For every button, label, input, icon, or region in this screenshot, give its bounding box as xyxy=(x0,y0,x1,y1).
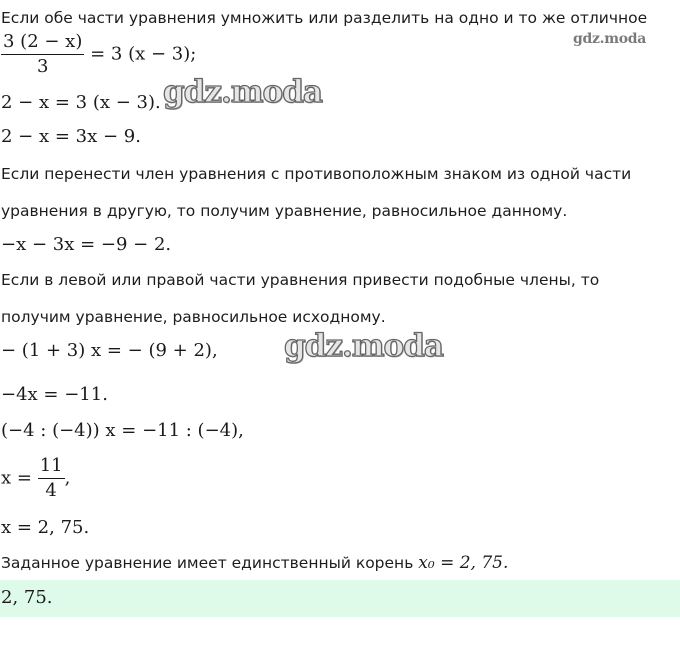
text-line-2: Если перенести член уравнения с противоположным знаком из одной части xyxy=(1,165,632,183)
text-line-3: уравнения в другую, то получим уравнение, равносильное данному. xyxy=(1,202,568,220)
watermark-small: gdz.moda xyxy=(573,31,647,47)
text-line-4: Если в левой или правой части уравнения привести подобные члены, то xyxy=(1,271,600,289)
answer-value: 2, 75. xyxy=(1,587,53,608)
equation-1-denominator: 3 xyxy=(36,56,49,77)
equation-5: − (1 + 3) x = − (9 + 2), xyxy=(1,340,218,361)
equation-7: (−4 : (−4)) x = −11 : (−4), xyxy=(1,420,244,441)
equation-8-numerator: 11 xyxy=(39,455,63,476)
fraction-bar xyxy=(1,54,84,55)
equation-8-lhs: x = xyxy=(1,467,32,489)
equation-3: 2 − x = 3x − 9. xyxy=(1,126,141,147)
equation-9: x = 2, 75. xyxy=(1,517,90,538)
equation-8-fraction xyxy=(38,455,65,502)
equation-8 xyxy=(1,455,70,502)
fraction-bar xyxy=(38,478,65,479)
watermark-large-1: gdz.moda xyxy=(163,74,322,110)
answer-box xyxy=(0,580,680,617)
equation-1-fraction xyxy=(1,31,84,78)
watermark-large-2: gdz.moda xyxy=(284,328,443,364)
text-line-6 xyxy=(1,553,508,573)
root-value: x₀ = 2, 75. xyxy=(418,553,509,573)
root-statement: Заданное уравнение имеет единственный корень xyxy=(1,554,414,572)
equation-8-tail: , xyxy=(64,467,71,489)
text-line-1: Если обе части уравнения умножить или разделить на одно и то же отличное xyxy=(1,9,648,27)
equation-2: 2 − x = 3 (x − 3). xyxy=(1,92,161,113)
equation-6: −4x = −11. xyxy=(1,384,108,405)
equation-1-numerator: 3 (2 − x) xyxy=(3,31,83,52)
equation-4: −x − 3x = −9 − 2. xyxy=(1,234,172,255)
equation-8-denominator: 4 xyxy=(45,480,57,501)
equation-1-rhs: = 3 (x − 3); xyxy=(90,43,197,65)
equation-1 xyxy=(1,31,196,78)
text-line-5: получим уравнение, равносильное исходному. xyxy=(1,308,386,326)
